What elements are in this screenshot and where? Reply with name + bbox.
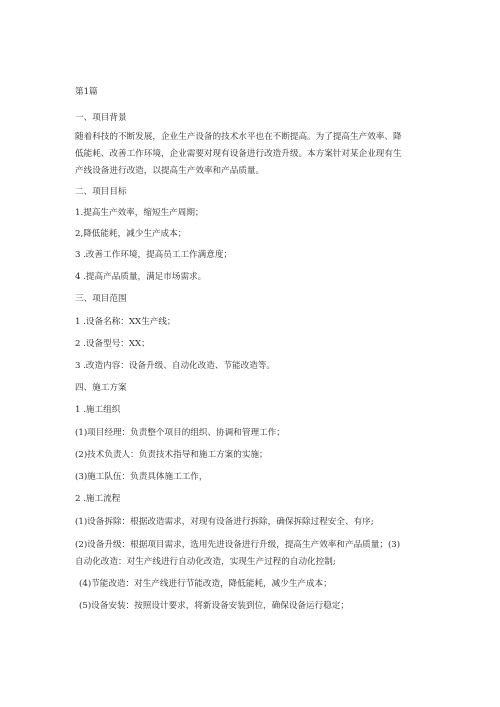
- list-item: (5)设备安装：按照设计要求，将新设备安装到位，确保设备运行稳定；: [79, 601, 349, 611]
- subsection-heading: 2 .施工流程: [75, 494, 121, 504]
- list-item: 4 .提高产品质量，满足市场需求。: [75, 272, 207, 282]
- section-heading-scope: 三、项目范围: [75, 294, 127, 304]
- subsection-heading: 1 .施工组织: [75, 405, 121, 415]
- paragraph-line: 随着科技的不断发展，企业生产设备的技术水平也在不断提高。为了提高生产效率、降: [75, 132, 402, 142]
- list-item: (2)技术负责人：负责技术指导和施工方案的实施；: [75, 450, 268, 460]
- section-heading-goals: 二、项目目标: [75, 187, 127, 197]
- list-item: (1)设备拆除：根据改造需求，对现有设备进行拆除，确保拆除过程安全、有序;: [75, 517, 374, 527]
- list-item: (2)设备升级：根据项目需求，选用先进设备进行升级，提高生产效率和产品质量；(3): [75, 540, 401, 550]
- chapter-title: 第1篇: [75, 87, 98, 97]
- list-item: 3 .改造内容：设备升级、自动化改造、节能改造等。: [75, 361, 275, 371]
- list-item: 1 .设备名称：XX生产线；: [75, 317, 176, 327]
- list-item: 3 .改善工作环境，提高员工工作满意度；: [75, 250, 233, 260]
- list-item: (1)项目经理：负责整个项目的组织、协调和管理工作；: [75, 428, 285, 438]
- section-heading-plan: 四、施工方案: [75, 383, 127, 393]
- list-item: (3)施工队伍：负责具体施工工作，: [75, 472, 208, 482]
- list-item: 2 .设备型号：XX；: [75, 339, 150, 349]
- list-item: (4)节能改造：对生产线进行节能改造，降低能耗，减少生产成本；: [79, 579, 332, 589]
- section-heading-background: 一、项目背景: [75, 113, 127, 123]
- list-item-continuation: 自动化改造：对生产线进行自动化改造，实现生产过程的自动化控制;: [75, 557, 336, 567]
- list-item: 1.提高生产效率，缩短生产周期；: [75, 208, 204, 218]
- paragraph-line: 产线设备进行改造，以提高生产效率和产品质量。: [75, 166, 265, 176]
- paragraph-line: 低能耗、改善工作环境，企业需要对现有设备进行改造升级。本方案针对某企业现有生: [75, 149, 402, 159]
- list-item: 2,降低能耗，减少生产成本；: [75, 229, 187, 239]
